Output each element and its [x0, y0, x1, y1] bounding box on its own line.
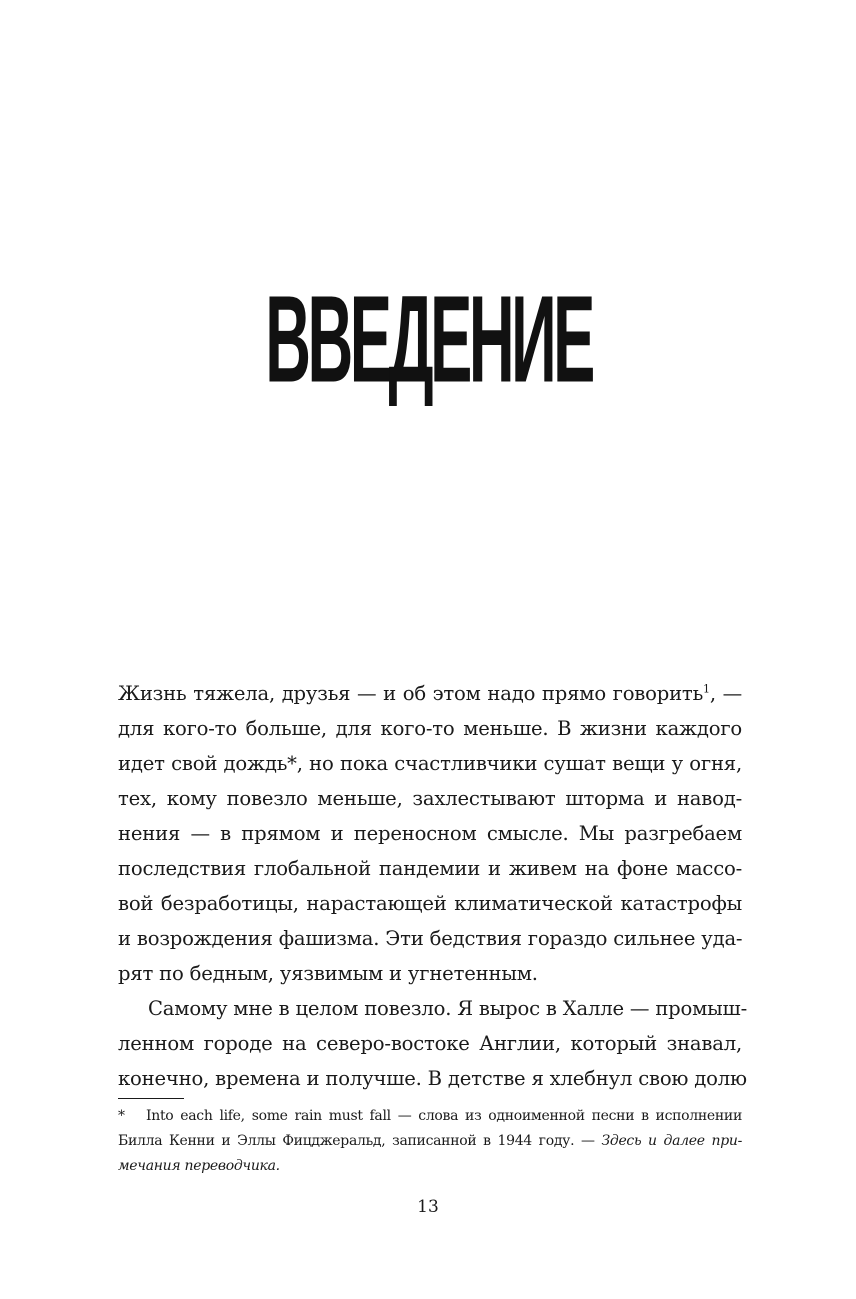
body-line-2: для кого-то больше, для кого-то меньше. В жизни каждого — [118, 717, 742, 740]
page-number: 13 — [417, 1197, 439, 1217]
footnote-divider — [118, 1098, 184, 1099]
body-line-5: нения — в прямом и переносном смысле. Мы разгребаем — [118, 822, 742, 845]
footnote-line-2-italic: Здесь и далее при- — [601, 1133, 743, 1149]
body-line-6: последствия глобальной пандемии и живем на фоне массо- — [118, 857, 742, 880]
footnote-line-2-text: Билла Кенни и Эллы Фицджеральд, записанной в 1944 году. — — [118, 1133, 595, 1149]
footnote-line-3-italic: мечания переводчика. — [118, 1158, 280, 1174]
footnote-line-2 — [118, 1129, 742, 1154]
body-line-11: ленном городе на северо-востоке Англии, который знавал, — [118, 1032, 742, 1055]
body-line-3: идет свой дождь*, но пока счастливчики сушат вещи у огня, — [118, 752, 742, 775]
chapter-title — [265, 271, 592, 409]
footnote-line-1-text: Into each life, some rain must fall — слова из одноименной песни в исполнении — [146, 1108, 742, 1124]
body-line-1 — [118, 676, 742, 711]
footnote-line-1 — [118, 1104, 742, 1129]
body-line-4: тех, кому повезло меньше, захлестывают шторма и навод- — [118, 787, 742, 810]
body-line-12: конечно, времена и получше. В детстве я хлебнул свою долю — [118, 1067, 747, 1090]
chapter-title-text: ВВЕДЕНИЕ — [265, 271, 592, 409]
body-line-8: и возрождения фашизма. Эти бедствия гораздо сильнее уда- — [118, 927, 743, 950]
endnote-reference: 1 — [703, 682, 710, 696]
footnotes — [118, 1104, 742, 1179]
body-line-9: рят по бедным, уязвимым и угнетенным. — [118, 962, 538, 985]
footnote-marker: * — [118, 1108, 125, 1124]
body-line-10: Самому мне в целом повезло. Я вырос в Халле — промыш- — [148, 997, 747, 1020]
body-line-1-text: Жизнь тяжела, друзья — и об этом надо прямо говорить — [118, 682, 704, 705]
body-line-7: вой безработицы, нарастающей климатической катастрофы — [118, 892, 742, 915]
footnote-line-3 — [118, 1154, 742, 1179]
body-text — [118, 676, 747, 1096]
body-line-1-tail: , — — [709, 682, 742, 705]
